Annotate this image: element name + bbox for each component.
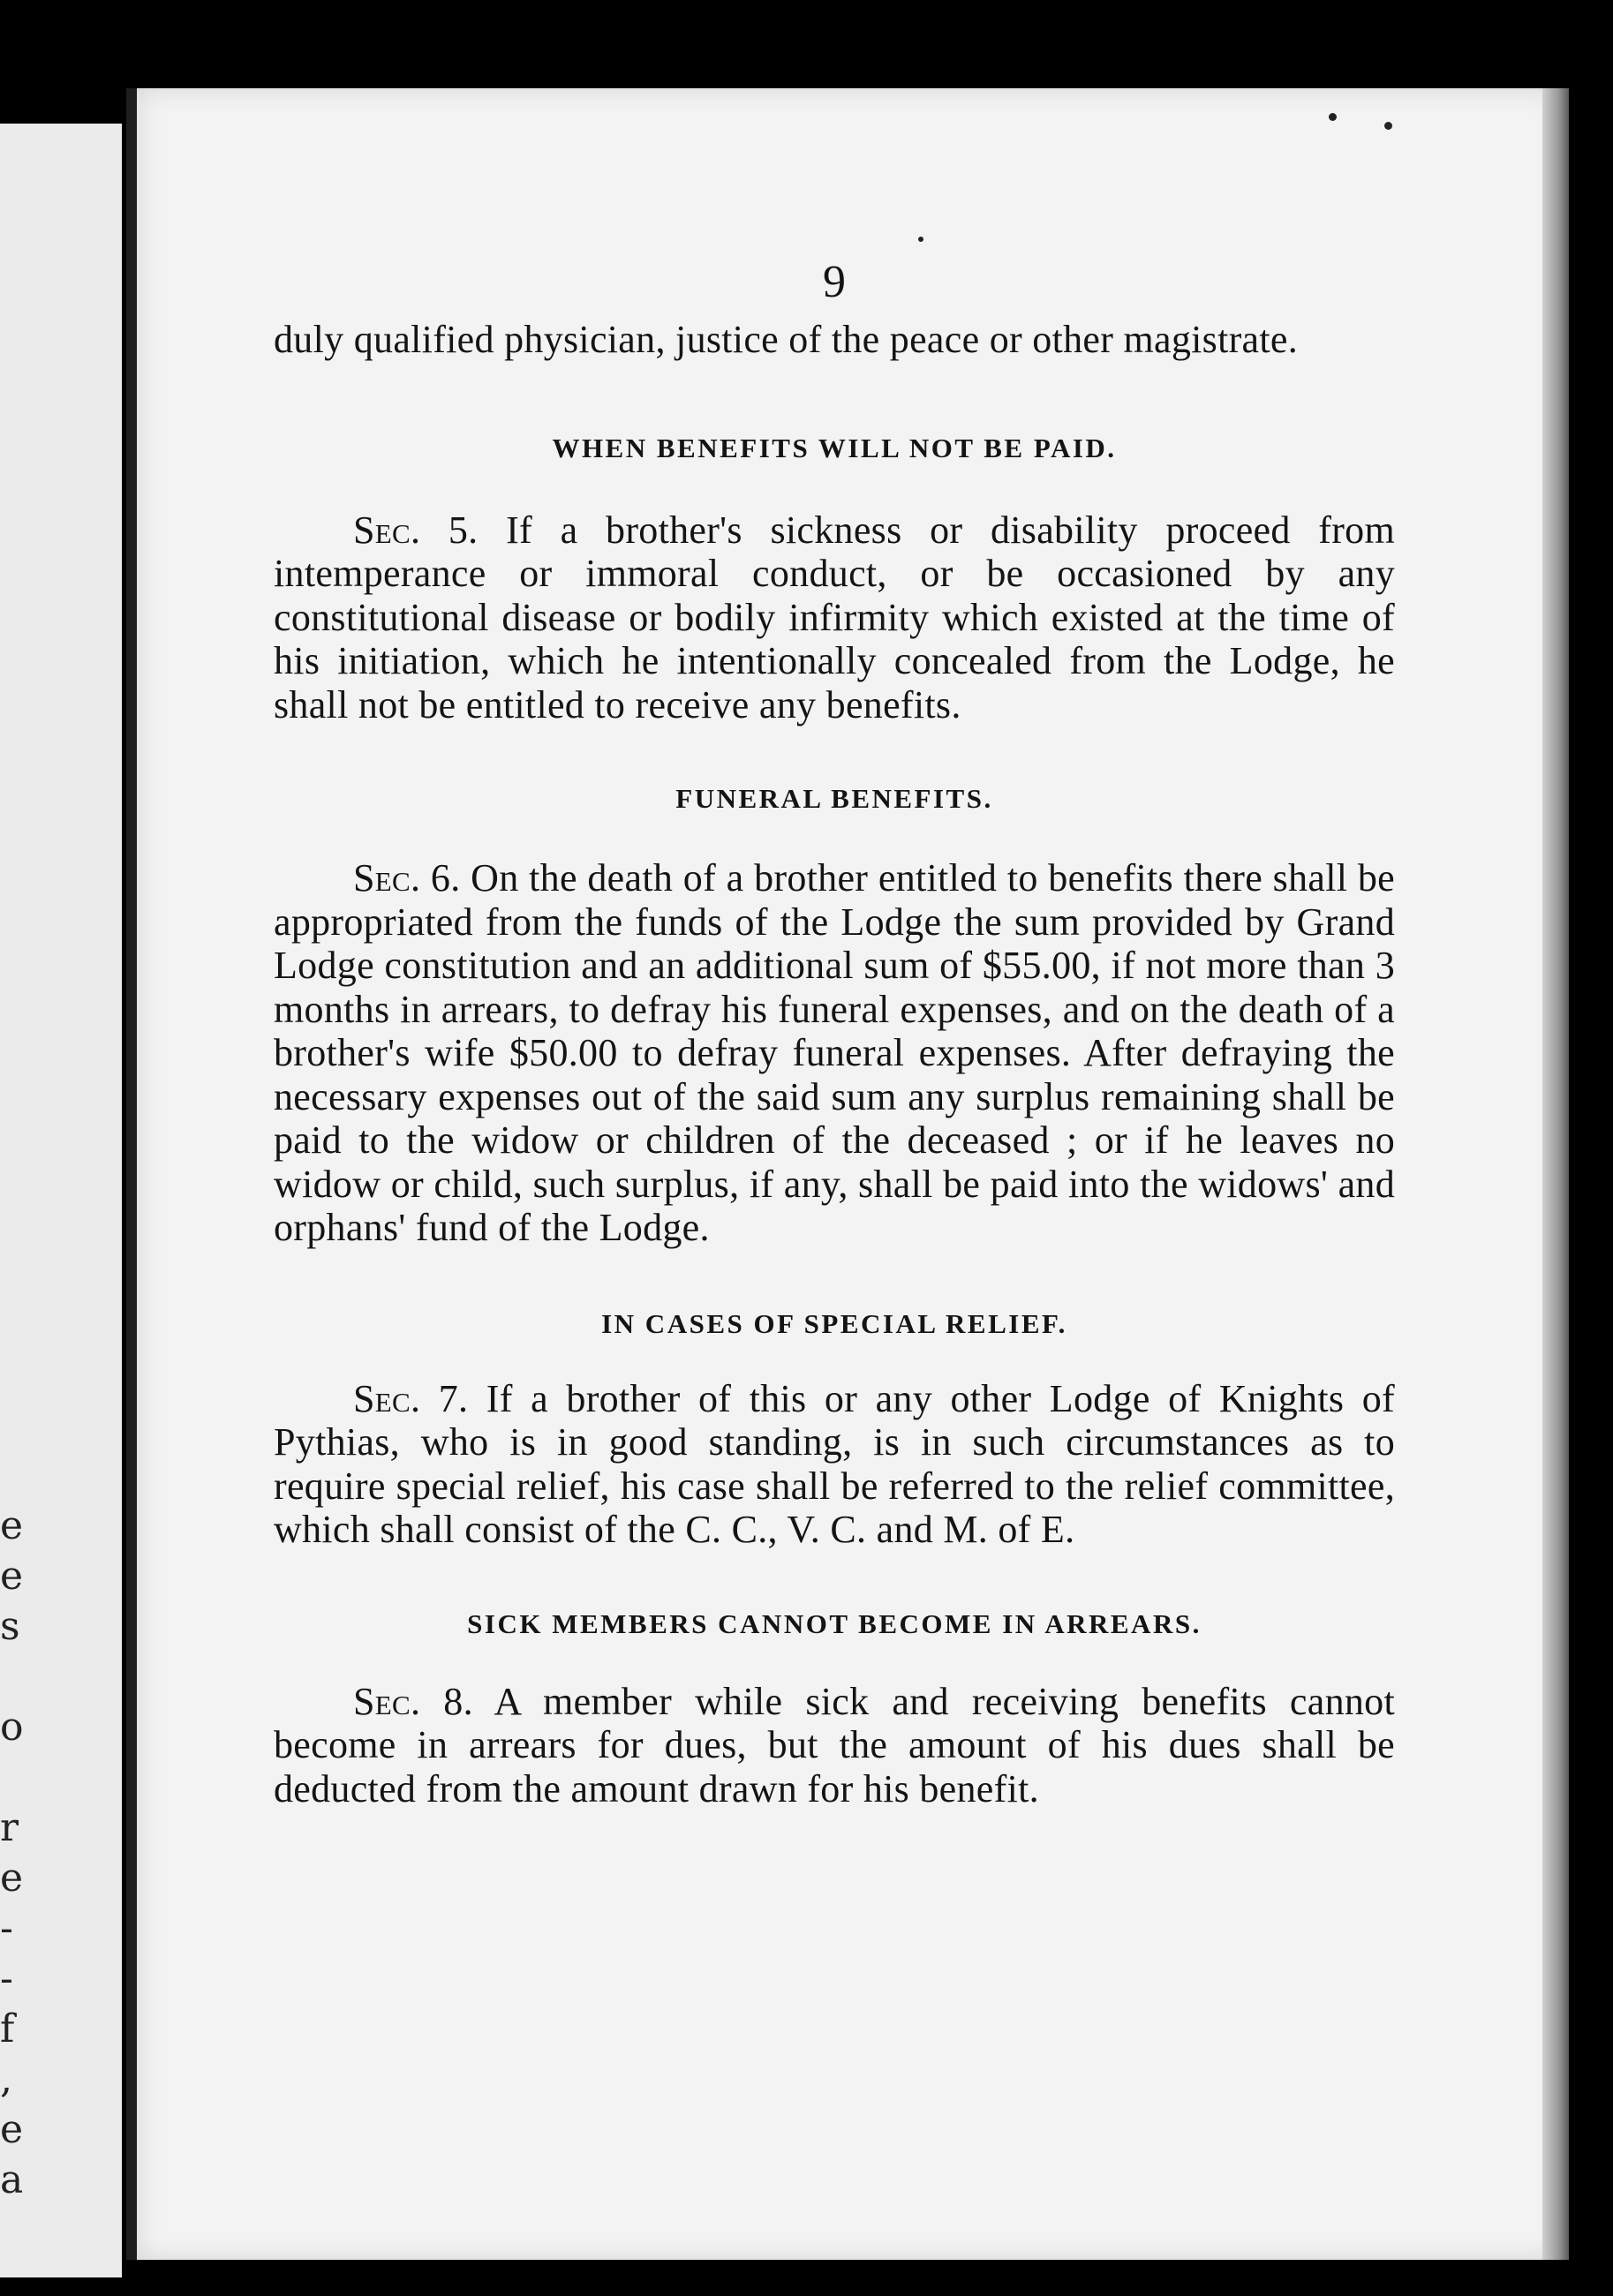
section-label: Sec. 8. (353, 1679, 473, 1723)
fragment: a (0, 2157, 24, 2202)
section-text: On the death of a brother entitled to benefits there shall be appropriated from the funds of the Lodge the sum provided by Grand Lodge constitution and an additional sum of $55.00, if not more than 3 months in arrears, to defray his funeral expenses, and on the death of a brother's wife $50.00 to defray funeral expenses. After defraying the necessary expenses out of the said sum any surplus remaining shall be paid to the widow or children of the deceased ; or if he leaves no widow or child, such surplus, if any, shall be paid into the widows' and orphans' fund of the Lodge. (274, 856, 1395, 1249)
fragment: - (0, 1956, 13, 2001)
section-label: Sec. 5. (353, 508, 479, 552)
section-text: If a brother of this or any other Lodge of Knights of Pythias, who is in good standing, is in such circumstances as to require special relief, his case shall be referred to the relief committee, which shall consist of the C. C., V. C. and M. of E. (274, 1376, 1395, 1551)
section-heading: FUNERAL BENEFITS. (675, 783, 993, 814)
section-label: Sec. 7. (353, 1376, 469, 1420)
specks (1384, 122, 1392, 130)
facing-page-strip (0, 124, 122, 2277)
fragment: e (0, 2107, 24, 2152)
section-heading: WHEN BENEFITS WILL NOT BE PAID. (552, 432, 1117, 463)
section-text: If a brother's sickness or disability proceed from intemperance or immoral conduct, or be occasioned by any constitutional disease or bodily infirmity which existed at the time of his initiation, which he intentionally concealed from the Lodge, he shall not be entitled to receive any benefits. (274, 508, 1395, 726)
specks (1329, 113, 1337, 121)
page-number: 9 (823, 257, 846, 307)
fragment: e (0, 1503, 24, 1548)
fragment (0, 1752, 18, 1803)
section-heading: IN CASES OF SPECIAL RELIEF. (601, 1307, 1067, 1339)
section-label: Sec. 6. (353, 856, 461, 900)
fragment: o (0, 1705, 24, 1750)
facing-page-text-fragments (0, 1501, 24, 2205)
fragment: r (0, 1805, 19, 1850)
section-paragraph (274, 508, 1395, 727)
fragment (0, 1652, 18, 1702)
fragment: e (0, 1856, 24, 1901)
fragment: e (0, 1554, 24, 1599)
fragment: s (0, 1604, 20, 1649)
fragment: , (0, 2057, 12, 2102)
fragment: - (0, 1906, 13, 1951)
section-paragraph (274, 856, 1395, 1250)
section-heading: SICK MEMBERS CANNOT BECOME IN ARREARS. (467, 1607, 1202, 1639)
page-content (274, 256, 1395, 1810)
fragment: f (0, 2006, 15, 2051)
paragraph-continuation: duly qualified physician, justice of the peace or other magistrate. (274, 318, 1299, 361)
section-text: A member while sick and receiving benefits cannot become in arrears for dues, but the amount of his dues shall be deducted from the amount drawn for his benefit. (274, 1679, 1396, 1810)
section-paragraph (274, 1377, 1395, 1552)
section-paragraph (274, 1680, 1395, 1811)
specks (918, 237, 923, 242)
page-edge-shadow (1542, 88, 1569, 2260)
